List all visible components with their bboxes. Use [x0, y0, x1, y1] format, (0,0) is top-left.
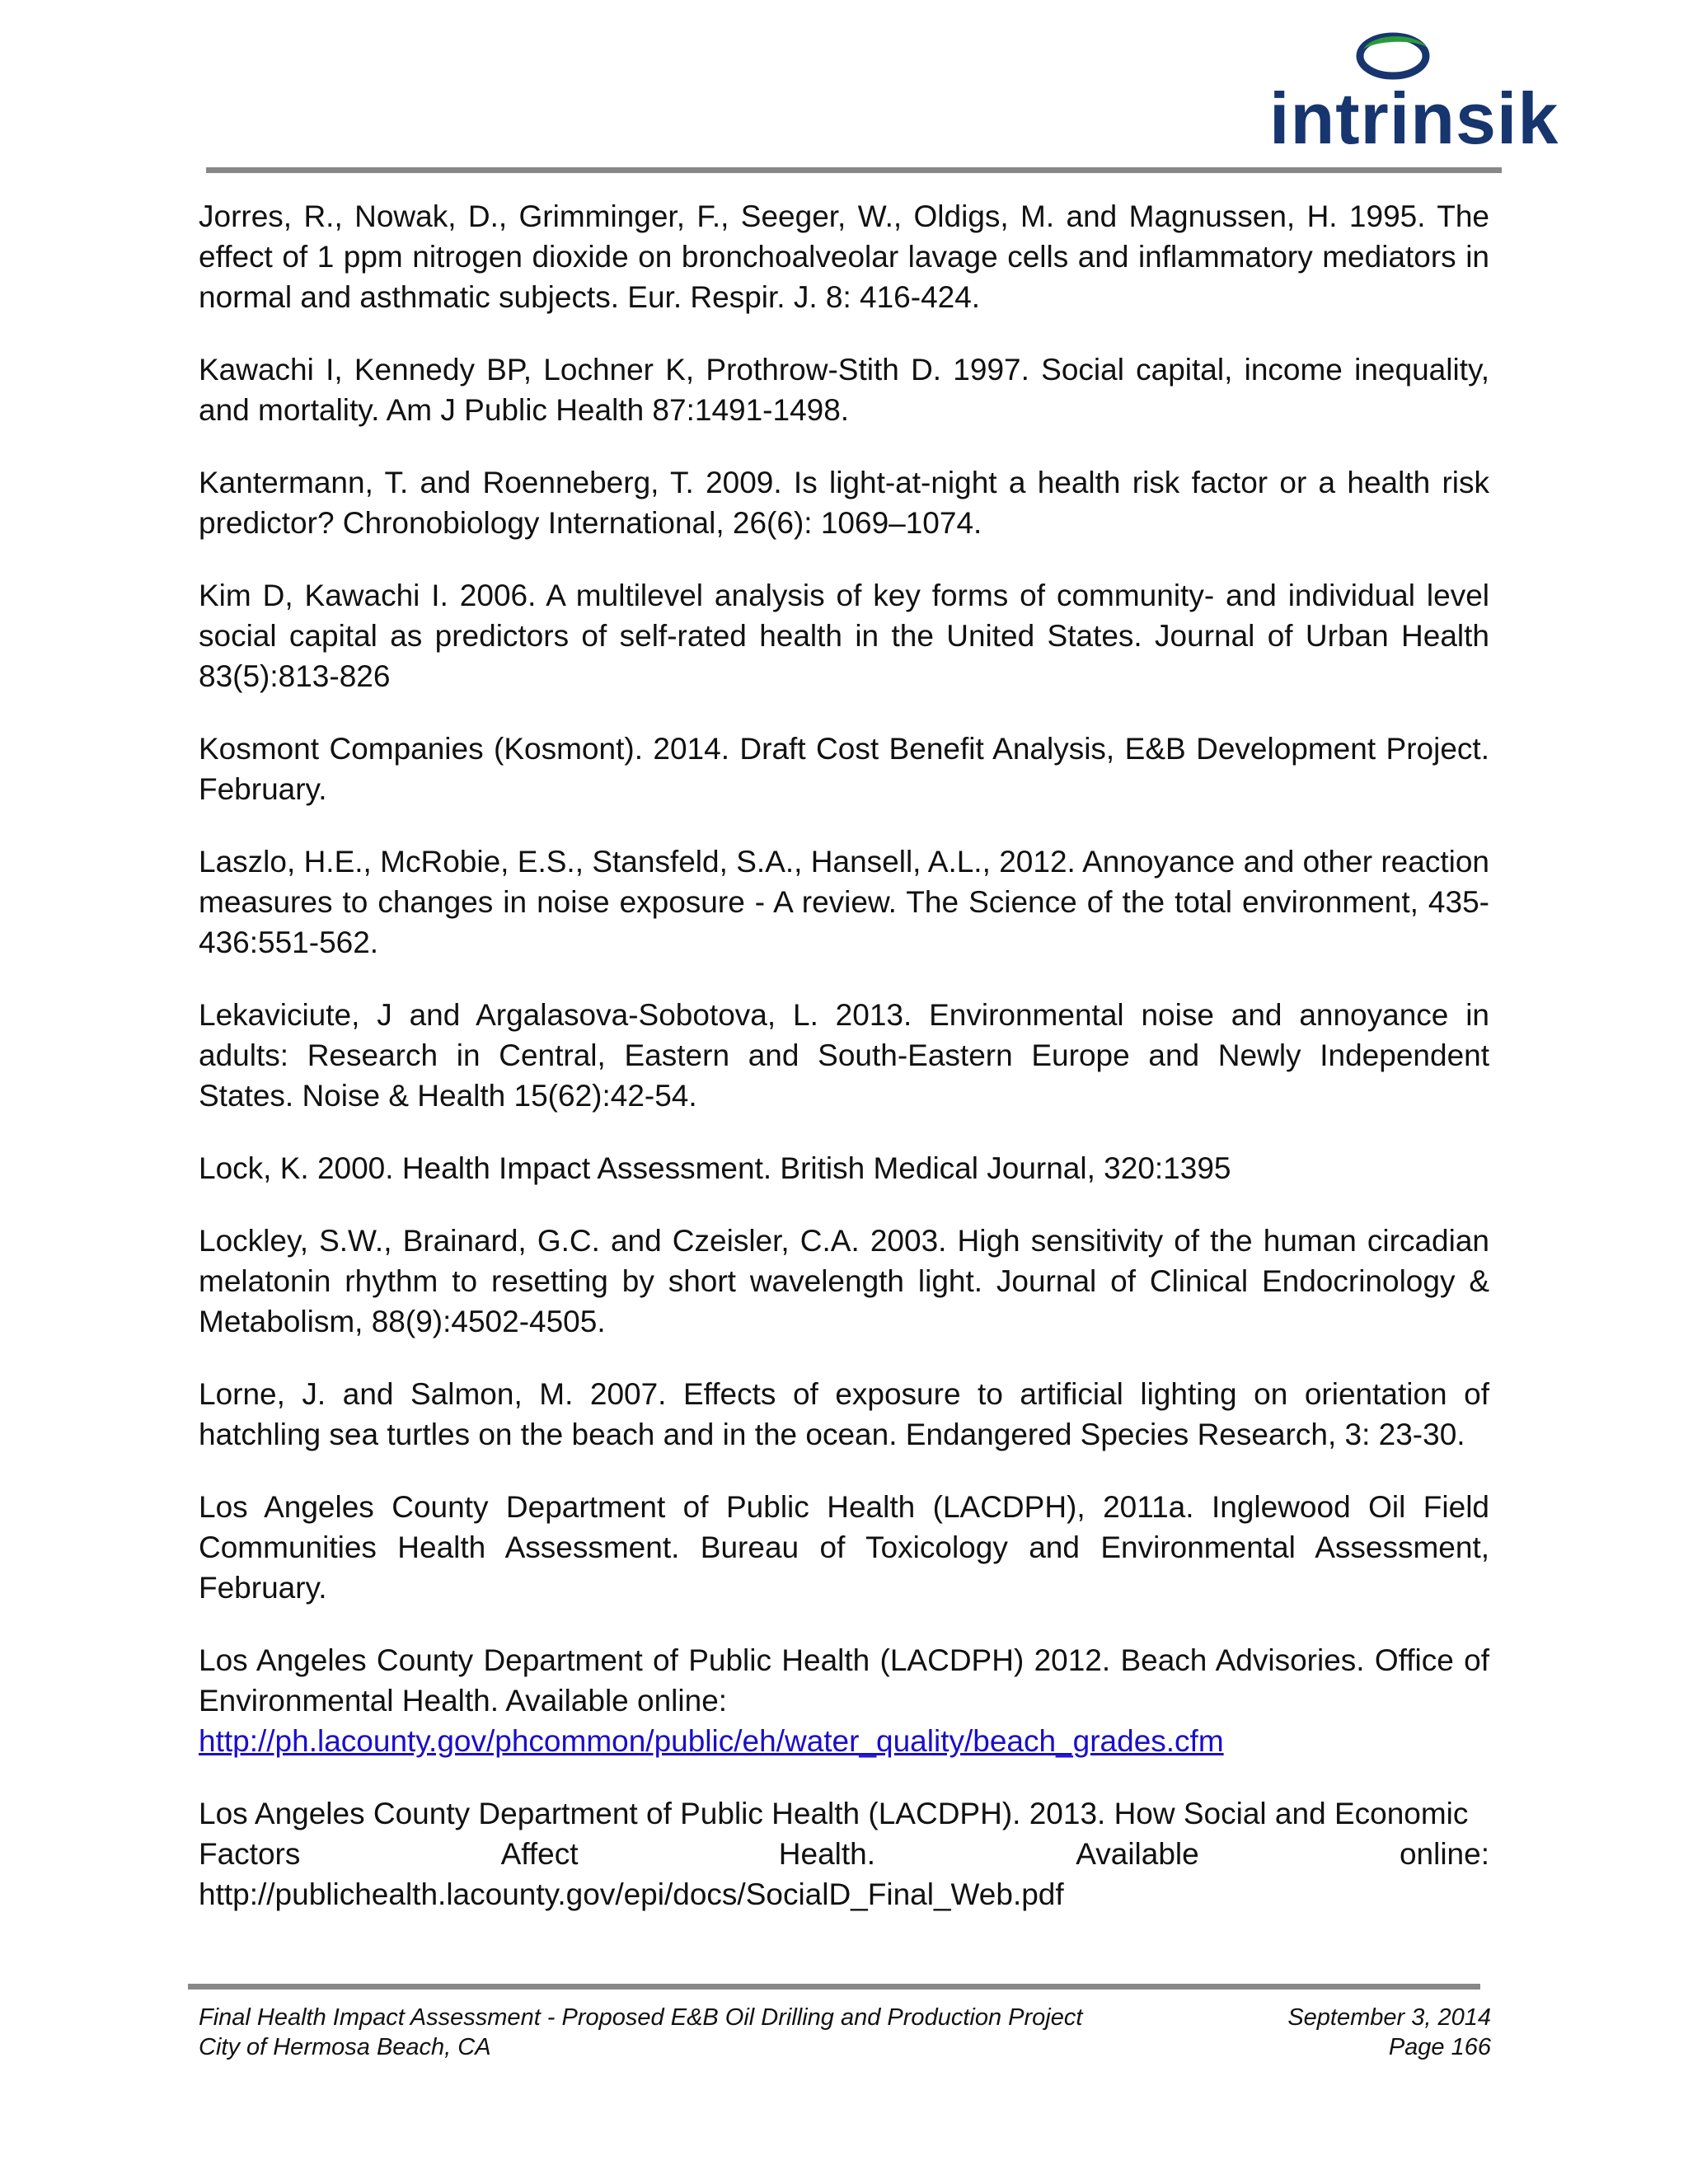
footer-divider: [188, 1984, 1480, 1990]
reference-url-text: http://publichealth.lacounty.gov/epi/docs/SocialD_Final_Web.pdf: [199, 1877, 1064, 1911]
footer-document-title: Final Health Impact Assessment - Proposed E&B Oil Drilling and Production Project: [199, 2004, 1083, 2031]
reference-entry: Los Angeles County Department of Public Health (LACDPH), 2011a. Inglewood Oil Field Communities Health Assessment. Bureau of Toxicology and Environmental Assessment, February.: [199, 1490, 1489, 1605]
reference-entry: Kantermann, T. and Roenneberg, T. 2009. Is light-at-night a health risk factor or a health risk predictor? Chronobiology International, 26(6): 1069–1074.: [199, 466, 1489, 540]
logo-swoosh-icon: [1352, 31, 1434, 81]
reference-entry: Lockley, S.W., Brainard, G.C. and Czeisler, C.A. 2003. High sensitivity of the human circadian melatonin rhythm to resetting by short wavelength light. Journal of Clinical Endocrinology & Metabolism, 88(9):4502-4505.: [199, 1224, 1489, 1338]
reference-word: Available: [1076, 1837, 1199, 1871]
reference-entry: Kawachi I, Kennedy BP, Lochner K, Prothrow-Stith D. 1997. Social capital, income inequality, and mortality. Am J Public Health 87:1491-1498.: [199, 353, 1489, 427]
reference-entry: Kim D, Kawachi I. 2006. A multilevel analysis of key forms of community- and individual level social capital as predictors of self-rated health in the United States. Journal of Urban Health 83(5):813-826: [199, 579, 1489, 693]
header-divider: [206, 167, 1502, 173]
footer-location: City of Hermosa Beach, CA: [199, 2034, 491, 2060]
footer-page-number: Page 166: [1388, 2034, 1491, 2060]
reference-entry: Lorne, J. and Salmon, M. 2007. Effects of exposure to artificial lighting on orientation of hatchling sea turtles on the beach and in the ocean. Endangered Species Research, 3: 23-30.: [199, 1377, 1489, 1451]
footer-date: September 3, 2014: [1287, 2004, 1491, 2031]
reference-entry: Laszlo, H.E., McRobie, E.S., Stansfeld, S.A., Hansell, A.L., 2012. Annoyance and other reaction measures to changes in noise exposure - A review. The Science of the total environment, 435-436:551-562.: [199, 845, 1489, 959]
reference-entry: Kosmont Companies (Kosmont). 2014. Draft Cost Benefit Analysis, E&B Development Project. February.: [199, 732, 1489, 806]
page-footer: [199, 2003, 1491, 2062]
reference-list: [199, 196, 1489, 1915]
logo-wordmark: intrinsik: [1269, 77, 1559, 159]
reference-text: Los Angeles County Department of Public Health (LACDPH). 2013. How Social and Economic: [199, 1797, 1469, 1830]
reference-entry: Lekaviciute, J and Argalasova‑Sobotova, L. 2013. Environmental noise and annoyance in adults: Research in Central, Eastern and South-Eastern Europe and Newly Independent States. Noise & Health 15(62):42-54.: [199, 998, 1489, 1113]
reference-entry: Lock, K. 2000. Health Impact Assessment. British Medical Journal, 320:1395: [199, 1151, 1231, 1185]
reference-text-line: [199, 1834, 1489, 1874]
reference-entry: [199, 1793, 1489, 1915]
beach-grades-link[interactable]: http://ph.lacounty.gov/phcommon/public/eh/water_quality/beach_grades.cfm: [199, 1724, 1224, 1758]
reference-word: Health.: [778, 1837, 875, 1871]
reference-word: Factors: [199, 1837, 301, 1871]
intrinsik-logo: [1269, 31, 1559, 159]
reference-word: Affect: [500, 1837, 579, 1871]
reference-text: Los Angeles County Department of Public Health (LACDPH) 2012. Beach Advisories. Office of Environmental Health. Available online:: [199, 1643, 1489, 1718]
reference-entry: Jorres, R., Nowak, D., Grimminger, F., Seeger, W., Oldigs, M. and Magnussen, H. 1995. The effect of 1 ppm nitrogen dioxide on bronchoalveolar lavage cells and inflammatory mediators in normal and asthmatic subjects. Eur. Respir. J. 8: 416-424.: [199, 199, 1489, 314]
reference-entry: [199, 1640, 1489, 1761]
reference-word: online:: [1399, 1837, 1489, 1871]
